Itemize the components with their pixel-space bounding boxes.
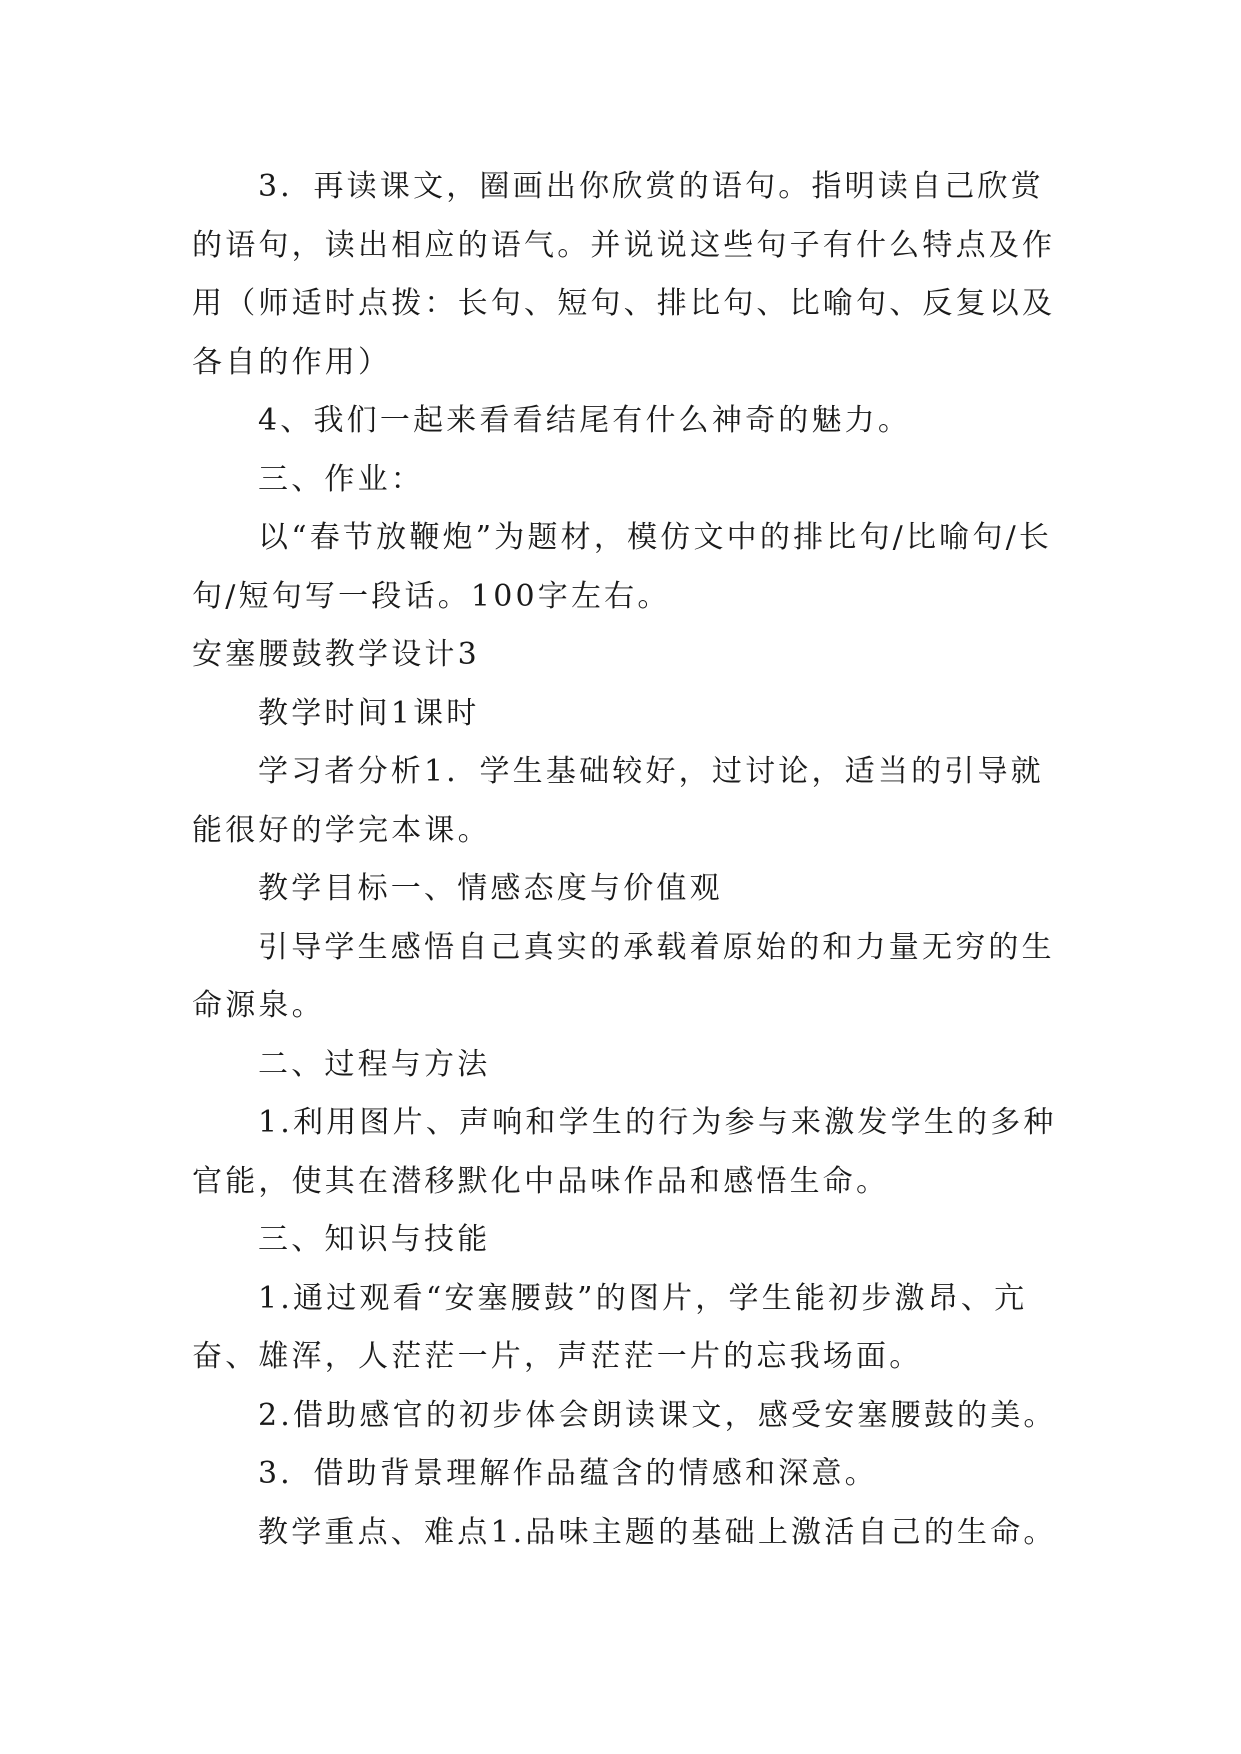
paragraph-step-3: 3．再读课文，圈画出你欣赏的语句。指明读自己欣赏的语句，读出相应的语气。并说说这些句子有什么特点及作用（师适时点拨：长句、短句、排比句、比喻句、反复以及各自的作用） — [192, 169, 1056, 380]
heading-teaching-goals: 教学目标一、情感态度与价值观 — [258, 871, 723, 906]
paragraph-skill-3: 3．借助背景理解作品蕴含的情感和深意。 — [258, 1456, 878, 1491]
paragraph-teaching-time: 教学时间1课时 — [258, 695, 480, 731]
paragraph-skill-2: 2.借助感官的初步体会朗读课文，感受安塞腰鼓的美。 — [258, 1397, 1057, 1433]
section-title: 安塞腰鼓教学设计3 — [192, 637, 480, 672]
paragraph-skill-1: 1.通过观看“安塞腰鼓”的图片，学生能初步激昂、亢奋、雄浑，人茫茫一片，声茫茫一片的忘我场面。 — [192, 1280, 1028, 1374]
paragraph-step-4: 4、我们一起来看看结尾有什么神奇的魅力。 — [258, 403, 912, 438]
paragraph-process-1: 1.利用图片、声响和学生的行为参与来激发学生的多种官能，使其在潜移默化中品味作品和感悟生命。 — [192, 1105, 1057, 1199]
paragraph-key-points: 教学重点、难点1.品味主题的基础上激活自己的生命。 — [258, 1514, 1057, 1550]
document-body — [192, 158, 1072, 1562]
paragraph-goal-emotion: 引导学生感悟自己真实的承载着原始的和力量无穷的生命源泉。 — [192, 929, 1055, 1023]
heading-homework: 三、作业： — [258, 461, 424, 497]
paragraph-learner-analysis: 学习者分析1．学生基础较好，过讨论，适当的引导就能很好的学完本课。 — [192, 754, 1044, 848]
heading-process-method: 二、过程与方法 — [258, 1046, 491, 1082]
heading-knowledge-skills: 三、知识与技能 — [258, 1222, 491, 1257]
paragraph-homework: 以“春节放鞭炮”为题材，模仿文中的排比句/比喻句/长句/短句写一段话。100字左右。 — [192, 520, 1053, 614]
